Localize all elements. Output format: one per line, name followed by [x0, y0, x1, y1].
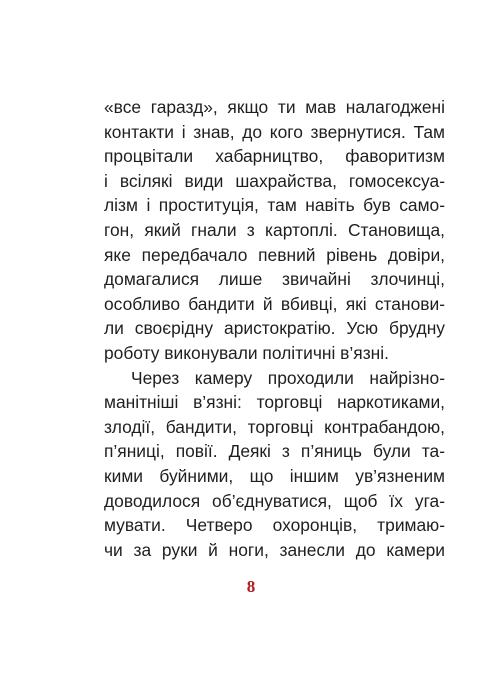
text-line: контакти і знав, до кого звернутися. Там [104, 121, 445, 142]
text-line: п’яниці, повії. Деякі з п’яниць були та- [104, 441, 445, 462]
text-line: особливо бандити й вбивці, які станови- [104, 293, 445, 314]
text-line: доводилося об’єднуватися, щоб їх уга- [104, 490, 445, 511]
text-line: лізм і проституція, там навіть був само- [104, 195, 445, 216]
text-line: чи за руки й ноги, занесли до камери [104, 539, 445, 560]
text-line: манітніші в’язні: торговці наркотиками, [104, 392, 445, 413]
text-line: ли своєрідну аристократію. Усю брудну [104, 318, 445, 339]
text-line: яке передбачало певний рівень довіри, [104, 244, 445, 265]
text-line: «все гаразд», якщо ти мав налагоджені [104, 97, 445, 117]
text-line: мувати. Четверо охоронців, тримаю- [104, 515, 445, 536]
body-text [104, 95, 445, 562]
page-number: 8 [246, 577, 256, 596]
text-line: і всілякі види шахрайства, гомосексуа- [104, 170, 445, 191]
text-line: процвітали хабарництво, фаворитизм [104, 146, 445, 167]
paragraph-first-line: Через камеру проходили найрізно- [131, 367, 445, 388]
text-line: гон, який гнали з картоплі. Становища, [104, 219, 445, 240]
text-line: кими буйними, що іншим ув’язненим [104, 465, 445, 486]
text-line: домагалися лише звичайні злочинці, [104, 269, 445, 290]
text-line: злодії, бандити, торговці контрабандою, [104, 416, 445, 437]
paragraph-end-line: роботу виконували політичні в’язні. [104, 342, 389, 363]
